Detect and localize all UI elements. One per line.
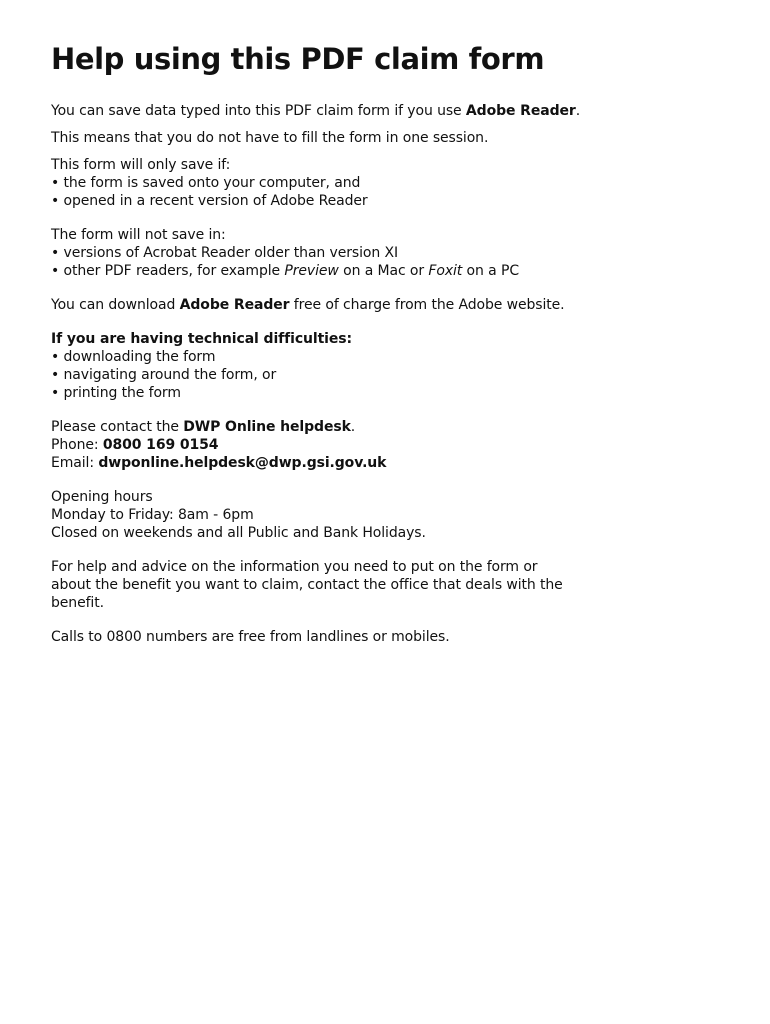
contact-block [51,418,711,472]
phone-label: Phone: [51,437,103,453]
not-save-item-end: on a PC [462,263,519,279]
helpdesk-name: DWP Online helpdesk [183,419,351,435]
advice-line: benefit. [51,595,104,611]
not-save-item [51,262,711,280]
not-save-item-mid: on a Mac or [338,263,429,279]
download-app-name: Adobe Reader [179,297,290,313]
phone-number: 0800 169 0154 [102,437,219,453]
opening-hours-block [51,488,711,542]
save-condition-item: • the form is saved onto your computer, and [51,175,361,191]
adobe-reader-name: Adobe Reader [465,103,576,119]
opening-hours-weekdays: Monday to Friday: 8am - 6pm [51,507,254,523]
save-condition-item: • opened in a recent version of Adobe Reader [51,193,368,209]
contact-intro-end: . [350,419,356,435]
foxit-app-name: Foxit [428,263,463,279]
advice-line: about the benefit you want to claim, contact the office that deals with the [51,577,563,593]
save-info-paragraph [51,102,711,120]
preview-app-name: Preview [284,263,339,279]
save-conditions-block [51,156,711,210]
technical-block [51,330,711,402]
technical-item: • printing the form [51,385,181,401]
download-end: free of charge from the Adobe website. [289,297,565,313]
contact-intro [51,418,711,436]
technical-item: • downloading the form [51,349,216,365]
phone-line [51,436,711,454]
email-line [51,454,711,472]
save-info-text: You can save data typed into this PDF claim form if you use [51,103,466,119]
email-address: dwponline.helpdesk@dwp.gsi.gov.uk [98,455,387,471]
opening-hours-heading: Opening hours [51,489,153,505]
calls-paragraph: Calls to 0800 numbers are free from landlines or mobiles. [51,629,450,645]
download-start: You can download [51,297,180,313]
page-title: Help using this PDF claim form [51,42,545,76]
email-label: Email: [51,455,99,471]
opening-hours-closed: Closed on weekends and all Public and Bank Holidays. [51,525,426,541]
save-info-end: . [575,103,581,119]
technical-heading: If you are having technical difficulties: [51,331,353,347]
not-save-block [51,226,711,280]
save-conditions-heading: This form will only save if: [51,157,231,173]
help-document [51,38,711,646]
session-paragraph: This means that you do not have to fill the form in one session. [51,130,489,146]
not-save-heading: The form will not save in: [51,227,226,243]
advice-line: For help and advice on the information you need to put on the form or [51,559,538,575]
technical-item: • navigating around the form, or [51,367,277,383]
contact-intro-start: Please contact the [51,419,184,435]
advice-paragraph [51,558,711,612]
not-save-item: • versions of Acrobat Reader older than version XI [51,245,398,261]
not-save-item-start: • other PDF readers, for example [51,263,285,279]
download-paragraph [51,296,711,314]
